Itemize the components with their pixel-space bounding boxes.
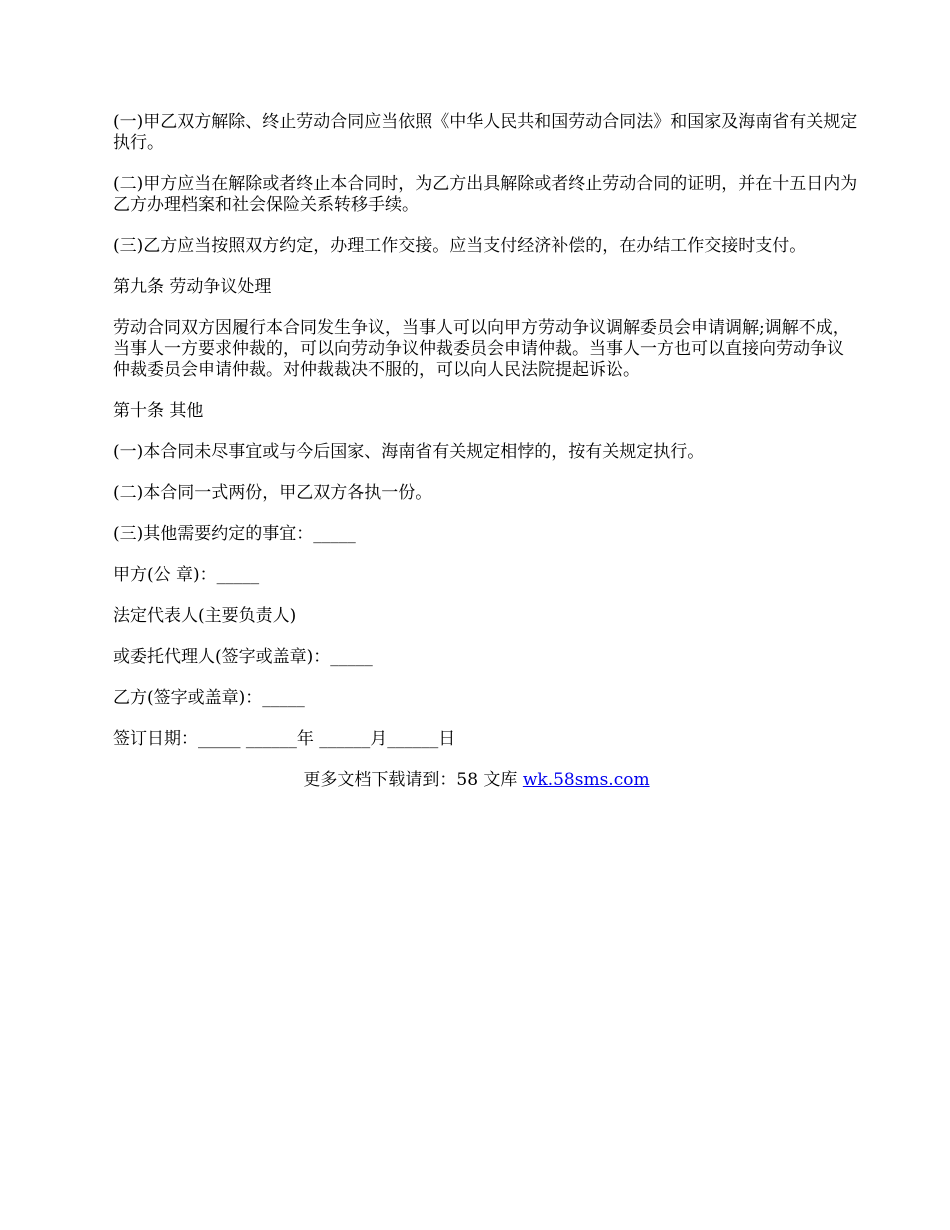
article-9-heading: 第九条 劳动争议处理 [113, 277, 272, 297]
article-10-heading: 第十条 其他 [113, 401, 204, 421]
clause-termination-2: (二)甲方应当在解除或者终止本合同时，为乙方出具解除或者终止劳动合同的证明，并在十五日内为乙方办理档案和社会保险关系转移手续。 [113, 174, 858, 215]
document-page [113, 112, 858, 791]
party-b-signature: 乙方(签字或盖章)：_____ [113, 688, 305, 708]
clause-termination-3: (三)乙方应当按照双方约定，办理工作交接。应当支付经济补偿的，在办结工作交接时支付。 [113, 236, 807, 256]
clause-other-2: (二)本合同一式两份，甲乙双方各执一份。 [113, 483, 433, 503]
authorized-agent: 或委托代理人(签字或盖章)：_____ [113, 647, 373, 667]
footer-note [113, 770, 840, 791]
legal-representative: 法定代表人(主要负责人) [113, 606, 297, 626]
footer-text: 更多文档下载请到：58 文库 [303, 770, 523, 790]
clause-other-1: (一)本合同未尽事宜或与今后国家、海南省有关规定相悖的，按有关规定执行。 [113, 442, 705, 462]
article-9-body: 劳动合同双方因履行本合同发生争议，当事人可以向甲方劳动争议调解委员会申请调解;调解不成，当事人一方要求仲裁的，可以向劳动争议仲裁委员会申请仲裁。当事人一方也可以直接向劳动争议仲裁委员会申请仲裁。对仲裁裁决不服的，可以向人民法院提起诉讼。 [113, 318, 850, 380]
footer-link[interactable]: wk.58sms.com [522, 770, 650, 790]
clause-other-3: (三)其他需要约定的事宜：_____ [113, 524, 356, 544]
party-a-seal: 甲方(公 章)：_____ [113, 565, 260, 585]
signing-date: 签订日期：_____ ______年 ______月______日 [113, 729, 456, 749]
clause-termination-1: (一)甲乙双方解除、终止劳动合同应当依照《中华人民共和国劳动合同法》和国家及海南省有关规定执行。 [113, 112, 858, 153]
